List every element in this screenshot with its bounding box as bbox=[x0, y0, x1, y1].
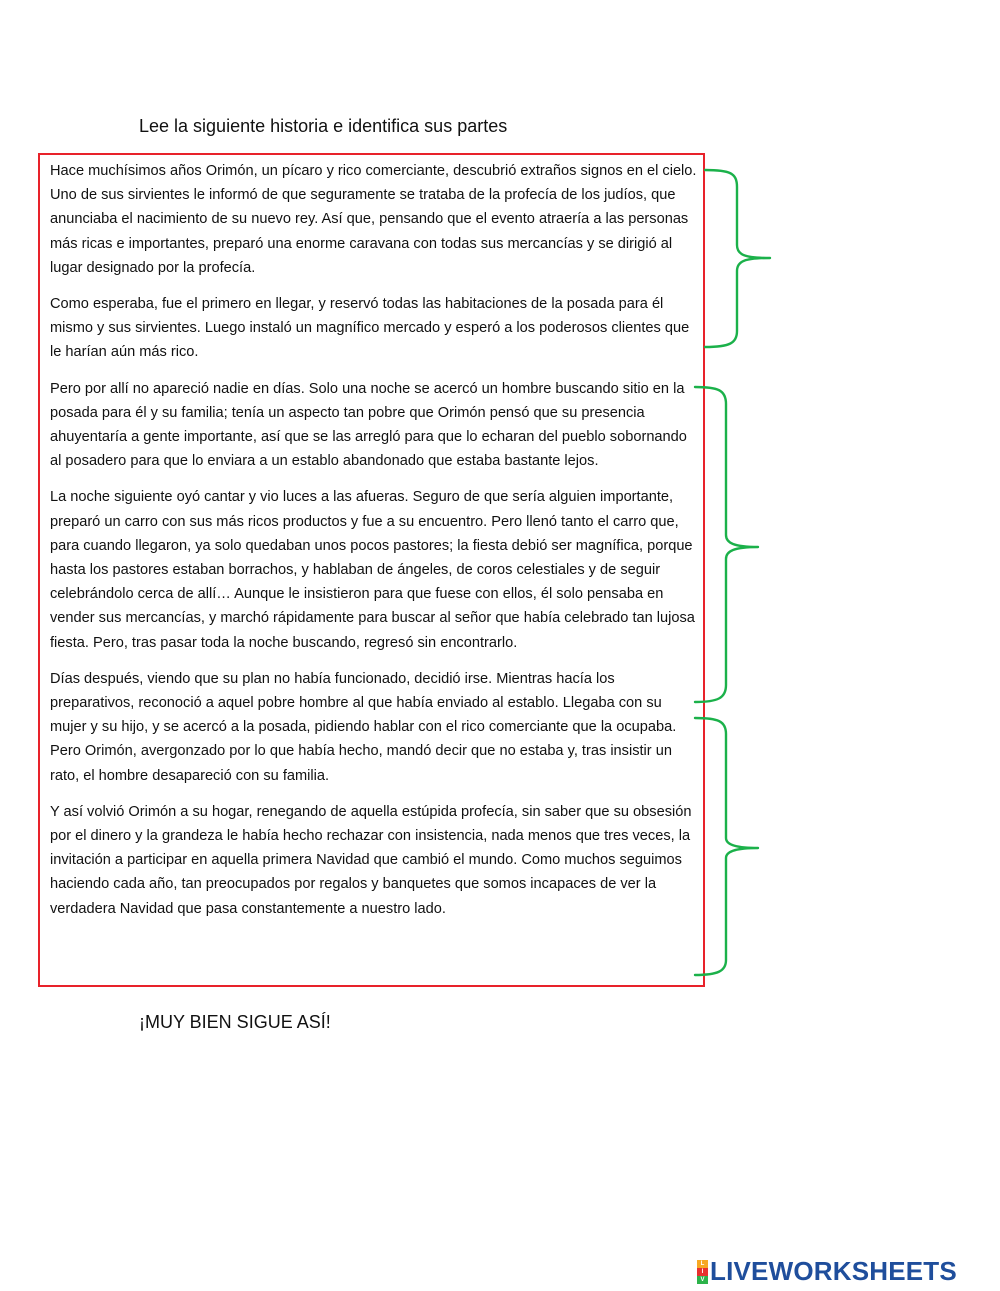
liveworksheets-logo[interactable] bbox=[697, 1256, 957, 1287]
liveworksheets-logo-text: LIVEWORKSHEETS bbox=[710, 1256, 957, 1286]
story-paragraph-5: Días después, viendo que su plan no había funcionado, decidió irse. Mientras hacía los preparativos, reconoció a aquel pobre hombre al que había enviado al establo. Llegaba con su mujer y su hijo, y se acercó a la posada, pidiendo hablar con el rico comerciante que la ocupaba. Pero Orimón, avergonzado por lo que había hecho, mandó decir que no estaba y, tras insistir un rato, el hombre desapareció con su familia. bbox=[50, 670, 677, 784]
story-paragraph-3: Pero por allí no apareció nadie en días. Solo una noche se acercó un hombre buscando sitio en la posada para él y su familia; tenía un aspecto tan pobre que Orimón pensó que su presencia ahuyentaría a gente importante, así que se las arregló para que lo echaran del pueblo sobornando al posadero para que lo enviara a un establo abandonado que estaba bastante lejos. bbox=[50, 380, 687, 470]
brace-end bbox=[690, 712, 770, 982]
story-paragraph-4: La noche siguiente oyó cantar y vio luces a las afueras. Seguro de que sería alguien importante, preparó un carro con sus más ricos productos y fue a su encuentro. Pero llenó tanto el carro que, para cuando llegaron, ya solo quedaban unos pocos pastores; la fiesta debió ser magnífica, porque hasta los pastores estaban borrachos, y hablaban de ángeles, de coros celestiales y de seguir celebrándolo cerca de allí… Aunque le insistieron para que fuese con ellos, él solo pensaba en vender sus mercancías, y marchó rápidamente para buscar al señor que había celebrado tan lujosa fiesta. Pero, tras pasar toda la noche buscando, regresó sin encontrarlo. bbox=[50, 489, 695, 651]
story-paragraph-1: Hace muchísimos años Orimón, un pícaro y rico comerciante, descubrió extraños signos en el cielo. Uno de sus sirvientes le informó de que seguramente se trataba de la profecía de los judíos, que anunciaba el nacimiento de su nuevo rey. Así que, pensando que el evento atraería a las personas más ricas e importantes, preparó una enorme caravana con todas sus mercancías y se dirigió al lugar designado por la profecía. bbox=[50, 163, 697, 276]
logo-icon-letter-i: I bbox=[697, 1268, 708, 1276]
logo-icon-letter-l: L bbox=[697, 1260, 708, 1268]
brace-beginning bbox=[700, 165, 780, 355]
brace-middle bbox=[690, 380, 770, 710]
logo-icon-letter-v: V bbox=[697, 1276, 708, 1284]
story-paragraph-6: Y así volvió Orimón a su hogar, renegando de aquella estúpida profecía, sin saber que su obsesión por el dinero y la grandeza le había hecho rechazar con insistencia, nada menos que tres veces, la invitación a participar en aquella primera Navidad que cambió el mundo. Como muchos seguimos haciendo cada año, tan preocupados por regalos y banquetes que somos incapaces de ver la verdadera Navidad que pasa constantemente a nuestro lado. bbox=[50, 803, 692, 917]
liveworksheets-logo-icon bbox=[697, 1260, 708, 1284]
encouragement-message: ¡MUY BIEN SIGUE ASÍ! bbox=[139, 1012, 331, 1032]
story-paragraph-2: Como esperaba, fue el primero en llegar, y reservó todas las habitaciones de la posada para él mismo y sus sirvientes. Luego instaló un magnífico mercado y esperó a los poderosos clientes que le harían aún más rico. bbox=[50, 296, 690, 361]
story-text bbox=[50, 159, 698, 933]
worksheet-title: Lee la siguiente historia e identifica sus partes bbox=[139, 116, 508, 136]
